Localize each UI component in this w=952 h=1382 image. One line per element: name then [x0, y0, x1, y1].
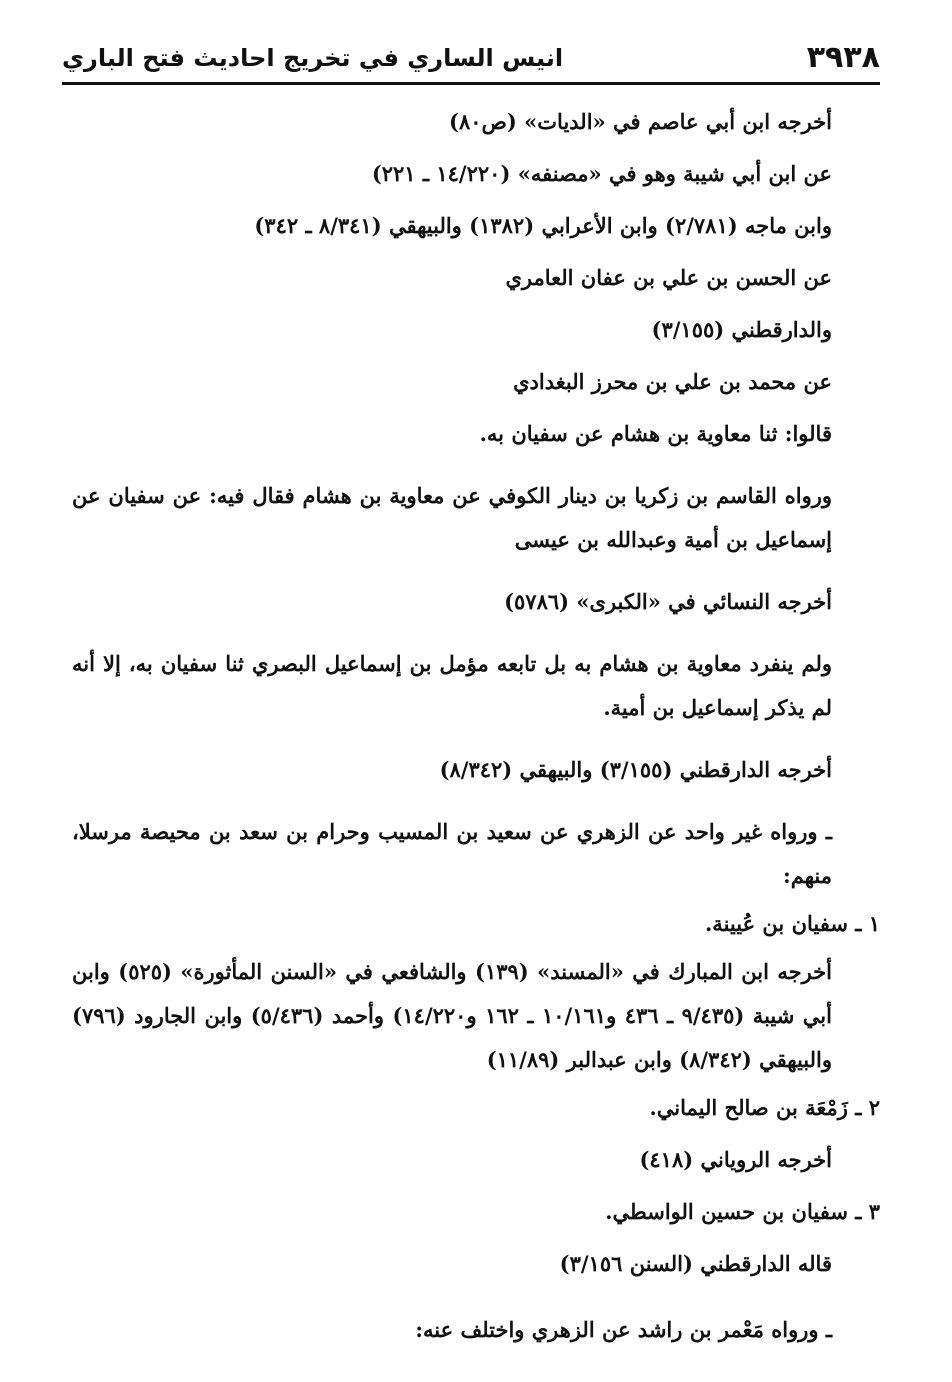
page-header: [62, 38, 880, 78]
page-body: [72, 96, 880, 1356]
text-line: والدارقطني (٣/١٥٥): [651, 317, 832, 342]
text-line: أخرجه ابن أبي عاصم في «الديات» (ص٨٠): [449, 109, 832, 134]
list-item: ١ ـ سفيان بن عُيينة.: [705, 911, 880, 936]
text-line: قالوا: ثنا معاوية بن هشام عن سفيان به.: [479, 421, 832, 446]
header-rule: [62, 82, 880, 85]
paragraph: أخرجه ابن المبارك في «المسند» (١٣٩) والشافعي في «السنن المأثورة» (٥٢٥) وابن أبي شيبة (٩/٤٣٥ ـ ٤٣٦ و١٠/١٦١ ـ ١٦٢ و١٤/٢٢٠) وأحمد (٥/٤٣٦) وابن الجارود (٧٩٦) والبيهقي (٨/٣٤٢) وابن عبدالبر (١١/٨٩): [72, 959, 833, 1072]
text-line: أخرجه النسائي في «الكبرى» (٥٧٨٦): [504, 589, 832, 614]
running-title: انيس الساري في تخريج احاديث فتح الباري: [62, 44, 564, 72]
text-line: ـ ورواه مَعْمر بن راشد عن الزهري واختلف عنه:: [415, 1317, 832, 1342]
paragraph: ـ ورواه غير واحد عن الزهري عن سعيد بن المسيب وحرام بن سعد بن محيصة مرسلا، منهم:: [72, 819, 832, 888]
text-line: عن محمد بن علي بن محرز البغدادي: [513, 369, 832, 394]
list-item: ٣ ـ سفيان بن حسين الواسطي.: [605, 1199, 880, 1224]
list-item: ٢ ـ زَمْعَة بن صالح اليماني.: [649, 1095, 880, 1120]
text-line: أخرجه الدارقطني (٣/١٥٥) والبيهقي (٨/٣٤٢): [439, 757, 832, 782]
text-line: عن ابن أبي شيبة وهو في «مصنفه» (١٤/٢٢٠ ـ ٢٢١): [371, 161, 832, 186]
text-line: عن الحسن بن علي بن عفان العامري: [505, 265, 832, 290]
text-line: قاله الدارقطني (السنن ٣/١٥٦): [559, 1251, 832, 1276]
text-line: أخرجه الروياني (٤١٨): [639, 1147, 832, 1172]
text-line: وابن ماجه (٢/٧٨١) وابن الأعرابي (١٣٨٢) والبيهقي (٨/٣٤١ ـ ٣٤٢): [254, 213, 832, 238]
paragraph: ورواه القاسم بن زكريا بن دينار الكوفي عن معاوية بن هشام فقال فيه: عن سفيان عن إسماعيل بن أمية وعبدالله بن عيسى: [72, 483, 832, 552]
paragraph: ولم ينفرد معاوية بن هشام به بل تابعه مؤمل بن إسماعيل البصري ثنا سفيان به، إلا أنه لم يذكر إسماعيل بن أمية.: [72, 651, 832, 720]
page-number: ٣٩٣٨: [806, 40, 880, 75]
